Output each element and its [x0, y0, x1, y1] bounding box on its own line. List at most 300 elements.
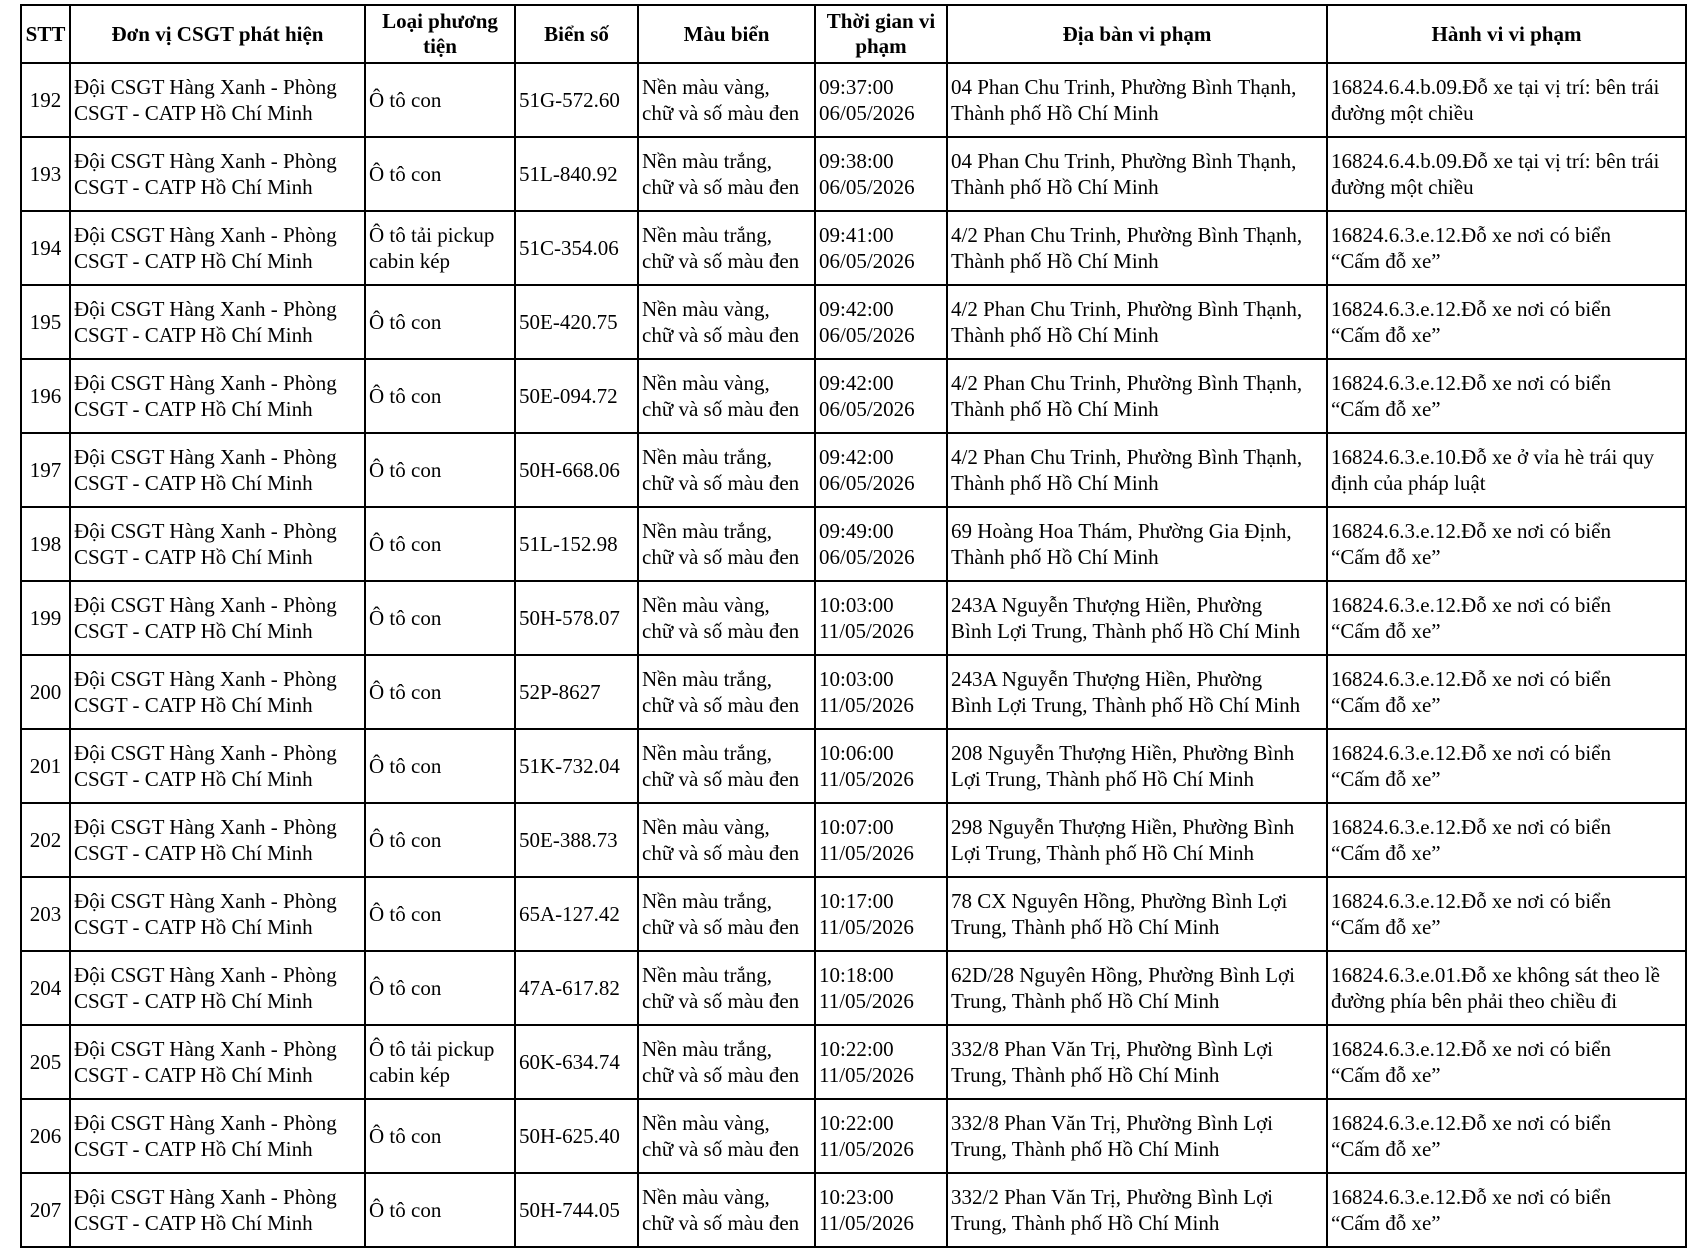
cell-plate-color-line-1: Nền màu vàng,	[642, 371, 770, 395]
cell-plate-color-line-1: Nền màu vàng,	[642, 75, 770, 99]
cell-time-line-2: 06/05/2026	[819, 323, 915, 347]
cell-location-line-1: 4/2 Phan Chu Trinh, Phường Bình Thạnh,	[951, 297, 1303, 321]
cell-plate: 47A-617.82	[515, 951, 638, 1025]
cell-vehicle-type	[365, 507, 515, 581]
table-row	[21, 655, 1686, 729]
cell-violation-line-1: 16824.6.3.e.01.Đỗ xe không sát theo lề	[1331, 963, 1660, 987]
cell-violation-line-2: “Cấm đỗ xe”	[1331, 619, 1441, 643]
cell-plate: 60K-634.74	[515, 1025, 638, 1099]
cell-time-line-1: 10:03:00	[819, 667, 894, 691]
cell-plate-color-line-1: Nền màu trắng,	[642, 149, 773, 173]
cell-vehicle-type-line-1: Ô tô con	[369, 384, 442, 408]
cell-unit-line-2: CSGT - CATP Hồ Chí Minh	[74, 767, 313, 791]
cell-plate-color	[638, 507, 815, 581]
cell-location	[947, 1173, 1327, 1247]
cell-unit-line-1: Đội CSGT Hàng Xanh - Phòng	[74, 741, 337, 765]
cell-plate: 51C-354.06	[515, 211, 638, 285]
cell-vehicle-type	[365, 1173, 515, 1247]
cell-plate-color-line-1: Nền màu vàng,	[642, 1185, 770, 1209]
cell-unit	[70, 951, 365, 1025]
cell-violation	[1327, 359, 1686, 433]
cell-violation-line-1: 16824.6.3.e.10.Đỗ xe ở vỉa hè trái quy	[1331, 445, 1655, 469]
table-row	[21, 877, 1686, 951]
cell-plate-color-line-1: Nền màu trắng,	[642, 667, 773, 691]
cell-violation	[1327, 581, 1686, 655]
cell-violation-line-1: 16824.6.3.e.12.Đỗ xe nơi có biển	[1331, 667, 1611, 691]
cell-plate-color-line-2: chữ và số màu đen	[642, 1211, 800, 1235]
cell-violation-line-1: 16824.6.3.e.12.Đỗ xe nơi có biển	[1331, 741, 1611, 765]
cell-violation	[1327, 285, 1686, 359]
cell-violation-line-1: 16824.6.3.e.12.Đỗ xe nơi có biển	[1331, 1111, 1611, 1135]
cell-location-line-2: Trung, Thành phố Hồ Chí Minh	[951, 915, 1220, 939]
cell-location	[947, 137, 1327, 211]
cell-location-line-2: Bình Lợi Trung, Thành phố Hồ Chí Minh	[951, 619, 1301, 643]
cell-violation-line-1: 16824.6.3.e.12.Đỗ xe nơi có biển	[1331, 889, 1611, 913]
cell-violation-line-2: “Cấm đỗ xe”	[1331, 841, 1441, 865]
cell-violation-line-1: 16824.6.3.e.12.Đỗ xe nơi có biển	[1331, 371, 1611, 395]
cell-time-line-2: 11/05/2026	[819, 915, 914, 939]
cell-plate-color	[638, 1099, 815, 1173]
cell-unit-line-1: Đội CSGT Hàng Xanh - Phòng	[74, 75, 337, 99]
cell-time	[815, 359, 947, 433]
cell-violation-line-2: “Cấm đỗ xe”	[1331, 915, 1441, 939]
cell-location-line-1: 62D/28 Nguyên Hồng, Phường Bình Lợi	[951, 963, 1295, 987]
cell-violation-line-2: “Cấm đỗ xe”	[1331, 767, 1441, 791]
cell-location-line-1: 4/2 Phan Chu Trinh, Phường Bình Thạnh,	[951, 371, 1303, 395]
cell-unit	[70, 359, 365, 433]
cell-vehicle-type-line-1: Ô tô con	[369, 1124, 442, 1148]
cell-time	[815, 211, 947, 285]
cell-time-line-2: 11/05/2026	[819, 1063, 914, 1087]
cell-plate-color-line-2: chữ và số màu đen	[642, 767, 800, 791]
cell-violation-line-2: “Cấm đỗ xe”	[1331, 1211, 1441, 1235]
table-row	[21, 1099, 1686, 1173]
cell-time	[815, 655, 947, 729]
cell-violation	[1327, 729, 1686, 803]
cell-time-line-1: 09:42:00	[819, 297, 894, 321]
cell-vehicle-type-line-2: cabin kép	[369, 249, 451, 273]
cell-unit-line-1: Đội CSGT Hàng Xanh - Phòng	[74, 963, 337, 987]
cell-plate: 50E-388.73	[515, 803, 638, 877]
cell-unit-line-1: Đội CSGT Hàng Xanh - Phòng	[74, 445, 337, 469]
cell-location-line-2: Lợi Trung, Thành phố Hồ Chí Minh	[951, 767, 1255, 791]
cell-unit-line-1: Đội CSGT Hàng Xanh - Phòng	[74, 149, 337, 173]
cell-location-line-2: Thành phố Hồ Chí Minh	[951, 101, 1159, 125]
cell-violation	[1327, 211, 1686, 285]
cell-plate-color-line-2: chữ và số màu đen	[642, 175, 800, 199]
cell-time	[815, 285, 947, 359]
cell-location-line-2: Thành phố Hồ Chí Minh	[951, 471, 1159, 495]
cell-plate: 51K-732.04	[515, 729, 638, 803]
cell-time-line-1: 09:38:00	[819, 149, 894, 173]
cell-time-line-2: 11/05/2026	[819, 693, 914, 717]
cell-vehicle-type-line-1: Ô tô con	[369, 88, 442, 112]
table-row	[21, 1173, 1686, 1247]
cell-location-line-1: 332/8 Phan Văn Trị, Phường Bình Lợi	[951, 1037, 1274, 1061]
cell-location-line-2: Lợi Trung, Thành phố Hồ Chí Minh	[951, 841, 1255, 865]
cell-violation-line-2: “Cấm đỗ xe”	[1331, 1137, 1441, 1161]
cell-plate-color	[638, 1025, 815, 1099]
cell-unit-line-2: CSGT - CATP Hồ Chí Minh	[74, 101, 313, 125]
cell-violation-line-1: 16824.6.4.b.09.Đỗ xe tại vị trí: bên trái	[1331, 75, 1660, 99]
cell-plate-color	[638, 803, 815, 877]
cell-location-line-2: Trung, Thành phố Hồ Chí Minh	[951, 989, 1220, 1013]
cell-time	[815, 137, 947, 211]
cell-plate-color	[638, 359, 815, 433]
table-row	[21, 137, 1686, 211]
cell-location-line-2: Trung, Thành phố Hồ Chí Minh	[951, 1137, 1220, 1161]
cell-time-line-2: 06/05/2026	[819, 545, 915, 569]
cell-location-line-2: Bình Lợi Trung, Thành phố Hồ Chí Minh	[951, 693, 1301, 717]
cell-plate-color-line-2: chữ và số màu đen	[642, 397, 800, 421]
cell-vehicle-type	[365, 137, 515, 211]
cell-location	[947, 877, 1327, 951]
cell-time-line-2: 06/05/2026	[819, 471, 915, 495]
cell-stt: 196	[21, 359, 70, 433]
cell-plate-color	[638, 137, 815, 211]
cell-plate-color-line-2: chữ và số màu đen	[642, 545, 800, 569]
cell-violation-line-1: 16824.6.3.e.12.Đỗ xe nơi có biển	[1331, 519, 1611, 543]
cell-violation-line-1: 16824.6.3.e.12.Đỗ xe nơi có biển	[1331, 1185, 1611, 1209]
cell-location	[947, 285, 1327, 359]
cell-vehicle-type	[365, 1099, 515, 1173]
cell-unit-line-2: CSGT - CATP Hồ Chí Minh	[74, 397, 313, 421]
table-row	[21, 951, 1686, 1025]
cell-violation	[1327, 1025, 1686, 1099]
cell-unit-line-2: CSGT - CATP Hồ Chí Minh	[74, 1063, 313, 1087]
table-body	[21, 63, 1686, 1247]
cell-violation-line-1: 16824.6.3.e.12.Đỗ xe nơi có biển	[1331, 1037, 1611, 1061]
cell-time-line-2: 11/05/2026	[819, 989, 914, 1013]
cell-violation	[1327, 63, 1686, 137]
cell-unit	[70, 433, 365, 507]
header-plate: Biển số	[515, 5, 638, 63]
cell-location-line-1: 04 Phan Chu Trinh, Phường Bình Thạnh,	[951, 75, 1297, 99]
cell-unit	[70, 803, 365, 877]
cell-unit-line-2: CSGT - CATP Hồ Chí Minh	[74, 545, 313, 569]
cell-unit	[70, 655, 365, 729]
cell-time-line-2: 11/05/2026	[819, 841, 914, 865]
cell-violation-line-2: đường phía bên phải theo chiều đi	[1331, 989, 1618, 1013]
cell-stt: 200	[21, 655, 70, 729]
cell-violation-line-2: “Cấm đỗ xe”	[1331, 693, 1441, 717]
cell-stt: 203	[21, 877, 70, 951]
cell-vehicle-type-line-1: Ô tô tải pickup	[369, 223, 495, 247]
header-violation: Hành vi vi phạm	[1327, 5, 1686, 63]
cell-time-line-2: 11/05/2026	[819, 619, 914, 643]
cell-location-line-2: Thành phố Hồ Chí Minh	[951, 249, 1159, 273]
cell-unit	[70, 507, 365, 581]
cell-time-line-1: 09:49:00	[819, 519, 894, 543]
cell-stt: 198	[21, 507, 70, 581]
cell-location-line-1: 243A Nguyễn Thượng Hiền, Phường	[951, 593, 1263, 617]
cell-vehicle-type	[365, 729, 515, 803]
cell-time-line-2: 11/05/2026	[819, 1137, 914, 1161]
cell-time	[815, 951, 947, 1025]
cell-vehicle-type	[365, 655, 515, 729]
cell-plate-color-line-2: chữ và số màu đen	[642, 1063, 800, 1087]
cell-stt: 207	[21, 1173, 70, 1247]
cell-plate-color-line-1: Nền màu vàng,	[642, 297, 770, 321]
cell-time-line-1: 10:03:00	[819, 593, 894, 617]
cell-violation-line-2: “Cấm đỗ xe”	[1331, 323, 1441, 347]
cell-plate-color-line-1: Nền màu vàng,	[642, 1111, 770, 1135]
cell-unit	[70, 877, 365, 951]
cell-violation	[1327, 655, 1686, 729]
cell-vehicle-type	[365, 877, 515, 951]
cell-time-line-1: 10:17:00	[819, 889, 894, 913]
cell-plate-color-line-1: Nền màu trắng,	[642, 519, 773, 543]
cell-plate-color	[638, 211, 815, 285]
cell-time-line-1: 10:23:00	[819, 1185, 894, 1209]
cell-plate-color	[638, 877, 815, 951]
cell-unit-line-2: CSGT - CATP Hồ Chí Minh	[74, 1137, 313, 1161]
cell-plate-color	[638, 581, 815, 655]
cell-unit-line-1: Đội CSGT Hàng Xanh - Phòng	[74, 593, 337, 617]
cell-time	[815, 729, 947, 803]
cell-time	[815, 803, 947, 877]
cell-unit-line-1: Đội CSGT Hàng Xanh - Phòng	[74, 815, 337, 839]
cell-location	[947, 729, 1327, 803]
cell-location	[947, 655, 1327, 729]
cell-plate-color	[638, 951, 815, 1025]
cell-plate: 50E-420.75	[515, 285, 638, 359]
cell-location-line-1: 298 Nguyễn Thượng Hiền, Phường Bình	[951, 815, 1295, 839]
cell-violation	[1327, 877, 1686, 951]
cell-plate-color-line-2: chữ và số màu đen	[642, 249, 800, 273]
cell-unit-line-1: Đội CSGT Hàng Xanh - Phòng	[74, 1111, 337, 1135]
cell-plate-color	[638, 433, 815, 507]
cell-time	[815, 1025, 947, 1099]
document-page	[20, 4, 1687, 1248]
cell-plate-color-line-2: chữ và số màu đen	[642, 101, 800, 125]
cell-stt: 193	[21, 137, 70, 211]
cell-location-line-2: Trung, Thành phố Hồ Chí Minh	[951, 1063, 1220, 1087]
cell-unit-line-2: CSGT - CATP Hồ Chí Minh	[74, 323, 313, 347]
cell-location-line-2: Thành phố Hồ Chí Minh	[951, 323, 1159, 347]
cell-unit-line-1: Đội CSGT Hàng Xanh - Phòng	[74, 223, 337, 247]
cell-time	[815, 433, 947, 507]
cell-plate-color-line-1: Nền màu vàng,	[642, 815, 770, 839]
cell-plate-color-line-2: chữ và số màu đen	[642, 1137, 800, 1161]
cell-plate: 52P-8627	[515, 655, 638, 729]
cell-violation-line-2: đường một chiều	[1331, 101, 1474, 125]
cell-vehicle-type-line-1: Ô tô con	[369, 828, 442, 852]
cell-location-line-1: 4/2 Phan Chu Trinh, Phường Bình Thạnh,	[951, 223, 1303, 247]
cell-stt: 205	[21, 1025, 70, 1099]
cell-vehicle-type	[365, 211, 515, 285]
cell-location	[947, 1099, 1327, 1173]
header-row	[21, 5, 1686, 63]
cell-plate: 51L-840.92	[515, 137, 638, 211]
cell-location-line-1: 243A Nguyễn Thượng Hiền, Phường	[951, 667, 1263, 691]
cell-plate-color	[638, 63, 815, 137]
cell-violation-line-2: “Cấm đỗ xe”	[1331, 397, 1441, 421]
cell-unit	[70, 1099, 365, 1173]
cell-location-line-2: Thành phố Hồ Chí Minh	[951, 175, 1159, 199]
cell-vehicle-type-line-1: Ô tô con	[369, 680, 442, 704]
cell-unit	[70, 729, 365, 803]
cell-plate: 50H-625.40	[515, 1099, 638, 1173]
cell-violation-line-2: “Cấm đỗ xe”	[1331, 1063, 1441, 1087]
cell-time-line-2: 11/05/2026	[819, 767, 914, 791]
cell-violation	[1327, 1173, 1686, 1247]
cell-unit	[70, 137, 365, 211]
cell-unit-line-1: Đội CSGT Hàng Xanh - Phòng	[74, 1037, 337, 1061]
table-row	[21, 729, 1686, 803]
cell-location	[947, 63, 1327, 137]
cell-plate-color-line-1: Nền màu trắng,	[642, 1037, 773, 1061]
cell-plate-color-line-1: Nền màu trắng,	[642, 445, 773, 469]
cell-unit-line-2: CSGT - CATP Hồ Chí Minh	[74, 989, 313, 1013]
cell-unit-line-2: CSGT - CATP Hồ Chí Minh	[74, 841, 313, 865]
table-row	[21, 803, 1686, 877]
cell-vehicle-type-line-1: Ô tô con	[369, 754, 442, 778]
cell-vehicle-type-line-1: Ô tô con	[369, 606, 442, 630]
cell-location	[947, 581, 1327, 655]
cell-plate: 51G-572.60	[515, 63, 638, 137]
header-vehicle-type: Loại phương tiện	[365, 5, 515, 63]
cell-unit	[70, 581, 365, 655]
table-row	[21, 507, 1686, 581]
cell-location-line-1: 332/8 Phan Văn Trị, Phường Bình Lợi	[951, 1111, 1274, 1135]
cell-time-line-1: 09:42:00	[819, 371, 894, 395]
cell-time	[815, 63, 947, 137]
cell-stt: 204	[21, 951, 70, 1025]
cell-plate-color-line-2: chữ và số màu đen	[642, 471, 800, 495]
violations-table	[20, 4, 1687, 1248]
cell-unit-line-1: Đội CSGT Hàng Xanh - Phòng	[74, 667, 337, 691]
cell-unit-line-2: CSGT - CATP Hồ Chí Minh	[74, 693, 313, 717]
cell-time-line-2: 06/05/2026	[819, 397, 915, 421]
cell-plate-color-line-1: Nền màu trắng,	[642, 963, 773, 987]
cell-time-line-1: 09:37:00	[819, 75, 894, 99]
cell-location	[947, 1025, 1327, 1099]
cell-violation	[1327, 507, 1686, 581]
cell-violation	[1327, 803, 1686, 877]
cell-plate-color-line-2: chữ và số màu đen	[642, 989, 800, 1013]
cell-location-line-1: 78 CX Nguyên Hồng, Phường Bình Lợi	[951, 889, 1288, 913]
cell-unit	[70, 211, 365, 285]
cell-time-line-1: 10:07:00	[819, 815, 894, 839]
cell-vehicle-type-line-1: Ô tô con	[369, 458, 442, 482]
cell-vehicle-type-line-1: Ô tô con	[369, 532, 442, 556]
cell-time-line-1: 10:22:00	[819, 1037, 894, 1061]
cell-stt: 199	[21, 581, 70, 655]
cell-plate-color	[638, 655, 815, 729]
cell-vehicle-type-line-1: Ô tô tải pickup	[369, 1037, 495, 1061]
cell-location-line-1: 208 Nguyễn Thượng Hiền, Phường Bình	[951, 741, 1295, 765]
cell-vehicle-type-line-1: Ô tô con	[369, 1198, 442, 1222]
cell-stt: 195	[21, 285, 70, 359]
table-row	[21, 581, 1686, 655]
cell-violation	[1327, 137, 1686, 211]
cell-location-line-2: Thành phố Hồ Chí Minh	[951, 397, 1159, 421]
cell-location-line-2: Trung, Thành phố Hồ Chí Minh	[951, 1211, 1220, 1235]
cell-time-line-2: 11/05/2026	[819, 1211, 914, 1235]
cell-vehicle-type	[365, 581, 515, 655]
cell-stt: 201	[21, 729, 70, 803]
cell-time-line-2: 06/05/2026	[819, 249, 915, 273]
cell-violation-line-2: định của pháp luật	[1331, 471, 1486, 495]
cell-unit-line-2: CSGT - CATP Hồ Chí Minh	[74, 619, 313, 643]
cell-violation-line-1: 16824.6.3.e.12.Đỗ xe nơi có biển	[1331, 815, 1611, 839]
cell-plate-color-line-2: chữ và số màu đen	[642, 915, 800, 939]
cell-time	[815, 581, 947, 655]
cell-violation-line-1: 16824.6.4.b.09.Đỗ xe tại vị trí: bên trái	[1331, 149, 1660, 173]
cell-time-line-1: 09:42:00	[819, 445, 894, 469]
cell-violation-line-1: 16824.6.3.e.12.Đỗ xe nơi có biển	[1331, 223, 1611, 247]
cell-unit-line-1: Đội CSGT Hàng Xanh - Phòng	[74, 297, 337, 321]
cell-time-line-2: 06/05/2026	[819, 101, 915, 125]
header-location: Địa bàn vi phạm	[947, 5, 1327, 63]
cell-violation-line-1: 16824.6.3.e.12.Đỗ xe nơi có biển	[1331, 297, 1611, 321]
cell-time	[815, 877, 947, 951]
cell-time	[815, 1099, 947, 1173]
cell-plate-color-line-1: Nền màu trắng,	[642, 223, 773, 247]
cell-time-line-1: 09:41:00	[819, 223, 894, 247]
cell-plate: 50E-094.72	[515, 359, 638, 433]
cell-location-line-2: Thành phố Hồ Chí Minh	[951, 545, 1159, 569]
cell-location	[947, 803, 1327, 877]
cell-unit-line-1: Đội CSGT Hàng Xanh - Phòng	[74, 371, 337, 395]
cell-unit	[70, 1173, 365, 1247]
cell-vehicle-type-line-1: Ô tô con	[369, 162, 442, 186]
cell-plate-color-line-2: chữ và số màu đen	[642, 841, 800, 865]
cell-plate: 50H-744.05	[515, 1173, 638, 1247]
cell-plate-color	[638, 285, 815, 359]
cell-vehicle-type-line-1: Ô tô con	[369, 310, 442, 334]
cell-violation-line-2: đường một chiều	[1331, 175, 1474, 199]
cell-stt: 197	[21, 433, 70, 507]
cell-time-line-1: 10:06:00	[819, 741, 894, 765]
table-row	[21, 285, 1686, 359]
cell-violation-line-2: “Cấm đỗ xe”	[1331, 249, 1441, 273]
cell-plate-color-line-1: Nền màu trắng,	[642, 889, 773, 913]
cell-location	[947, 507, 1327, 581]
cell-vehicle-type	[365, 951, 515, 1025]
cell-location-line-1: 04 Phan Chu Trinh, Phường Bình Thạnh,	[951, 149, 1297, 173]
header-plate-color: Màu biển	[638, 5, 815, 63]
cell-plate-color-line-1: Nền màu vàng,	[642, 593, 770, 617]
cell-vehicle-type-line-2: cabin kép	[369, 1063, 451, 1087]
cell-plate: 50H-668.06	[515, 433, 638, 507]
cell-vehicle-type	[365, 803, 515, 877]
cell-vehicle-type-line-1: Ô tô con	[369, 976, 442, 1000]
cell-violation	[1327, 951, 1686, 1025]
cell-time	[815, 507, 947, 581]
cell-vehicle-type	[365, 359, 515, 433]
cell-plate-color	[638, 729, 815, 803]
table-row	[21, 1025, 1686, 1099]
cell-time-line-2: 06/05/2026	[819, 175, 915, 199]
cell-vehicle-type	[365, 1025, 515, 1099]
cell-location-line-1: 69 Hoàng Hoa Thám, Phường Gia Định,	[951, 519, 1292, 543]
cell-unit-line-1: Đội CSGT Hàng Xanh - Phòng	[74, 519, 337, 543]
cell-violation	[1327, 1099, 1686, 1173]
cell-stt: 194	[21, 211, 70, 285]
cell-stt: 206	[21, 1099, 70, 1173]
cell-time-line-1: 10:18:00	[819, 963, 894, 987]
cell-location	[947, 951, 1327, 1025]
cell-vehicle-type-line-1: Ô tô con	[369, 902, 442, 926]
cell-violation-line-2: “Cấm đỗ xe”	[1331, 545, 1441, 569]
cell-stt: 202	[21, 803, 70, 877]
cell-location	[947, 359, 1327, 433]
cell-unit-line-1: Đội CSGT Hàng Xanh - Phòng	[74, 889, 337, 913]
cell-location	[947, 433, 1327, 507]
cell-plate-color-line-2: chữ và số màu đen	[642, 693, 800, 717]
